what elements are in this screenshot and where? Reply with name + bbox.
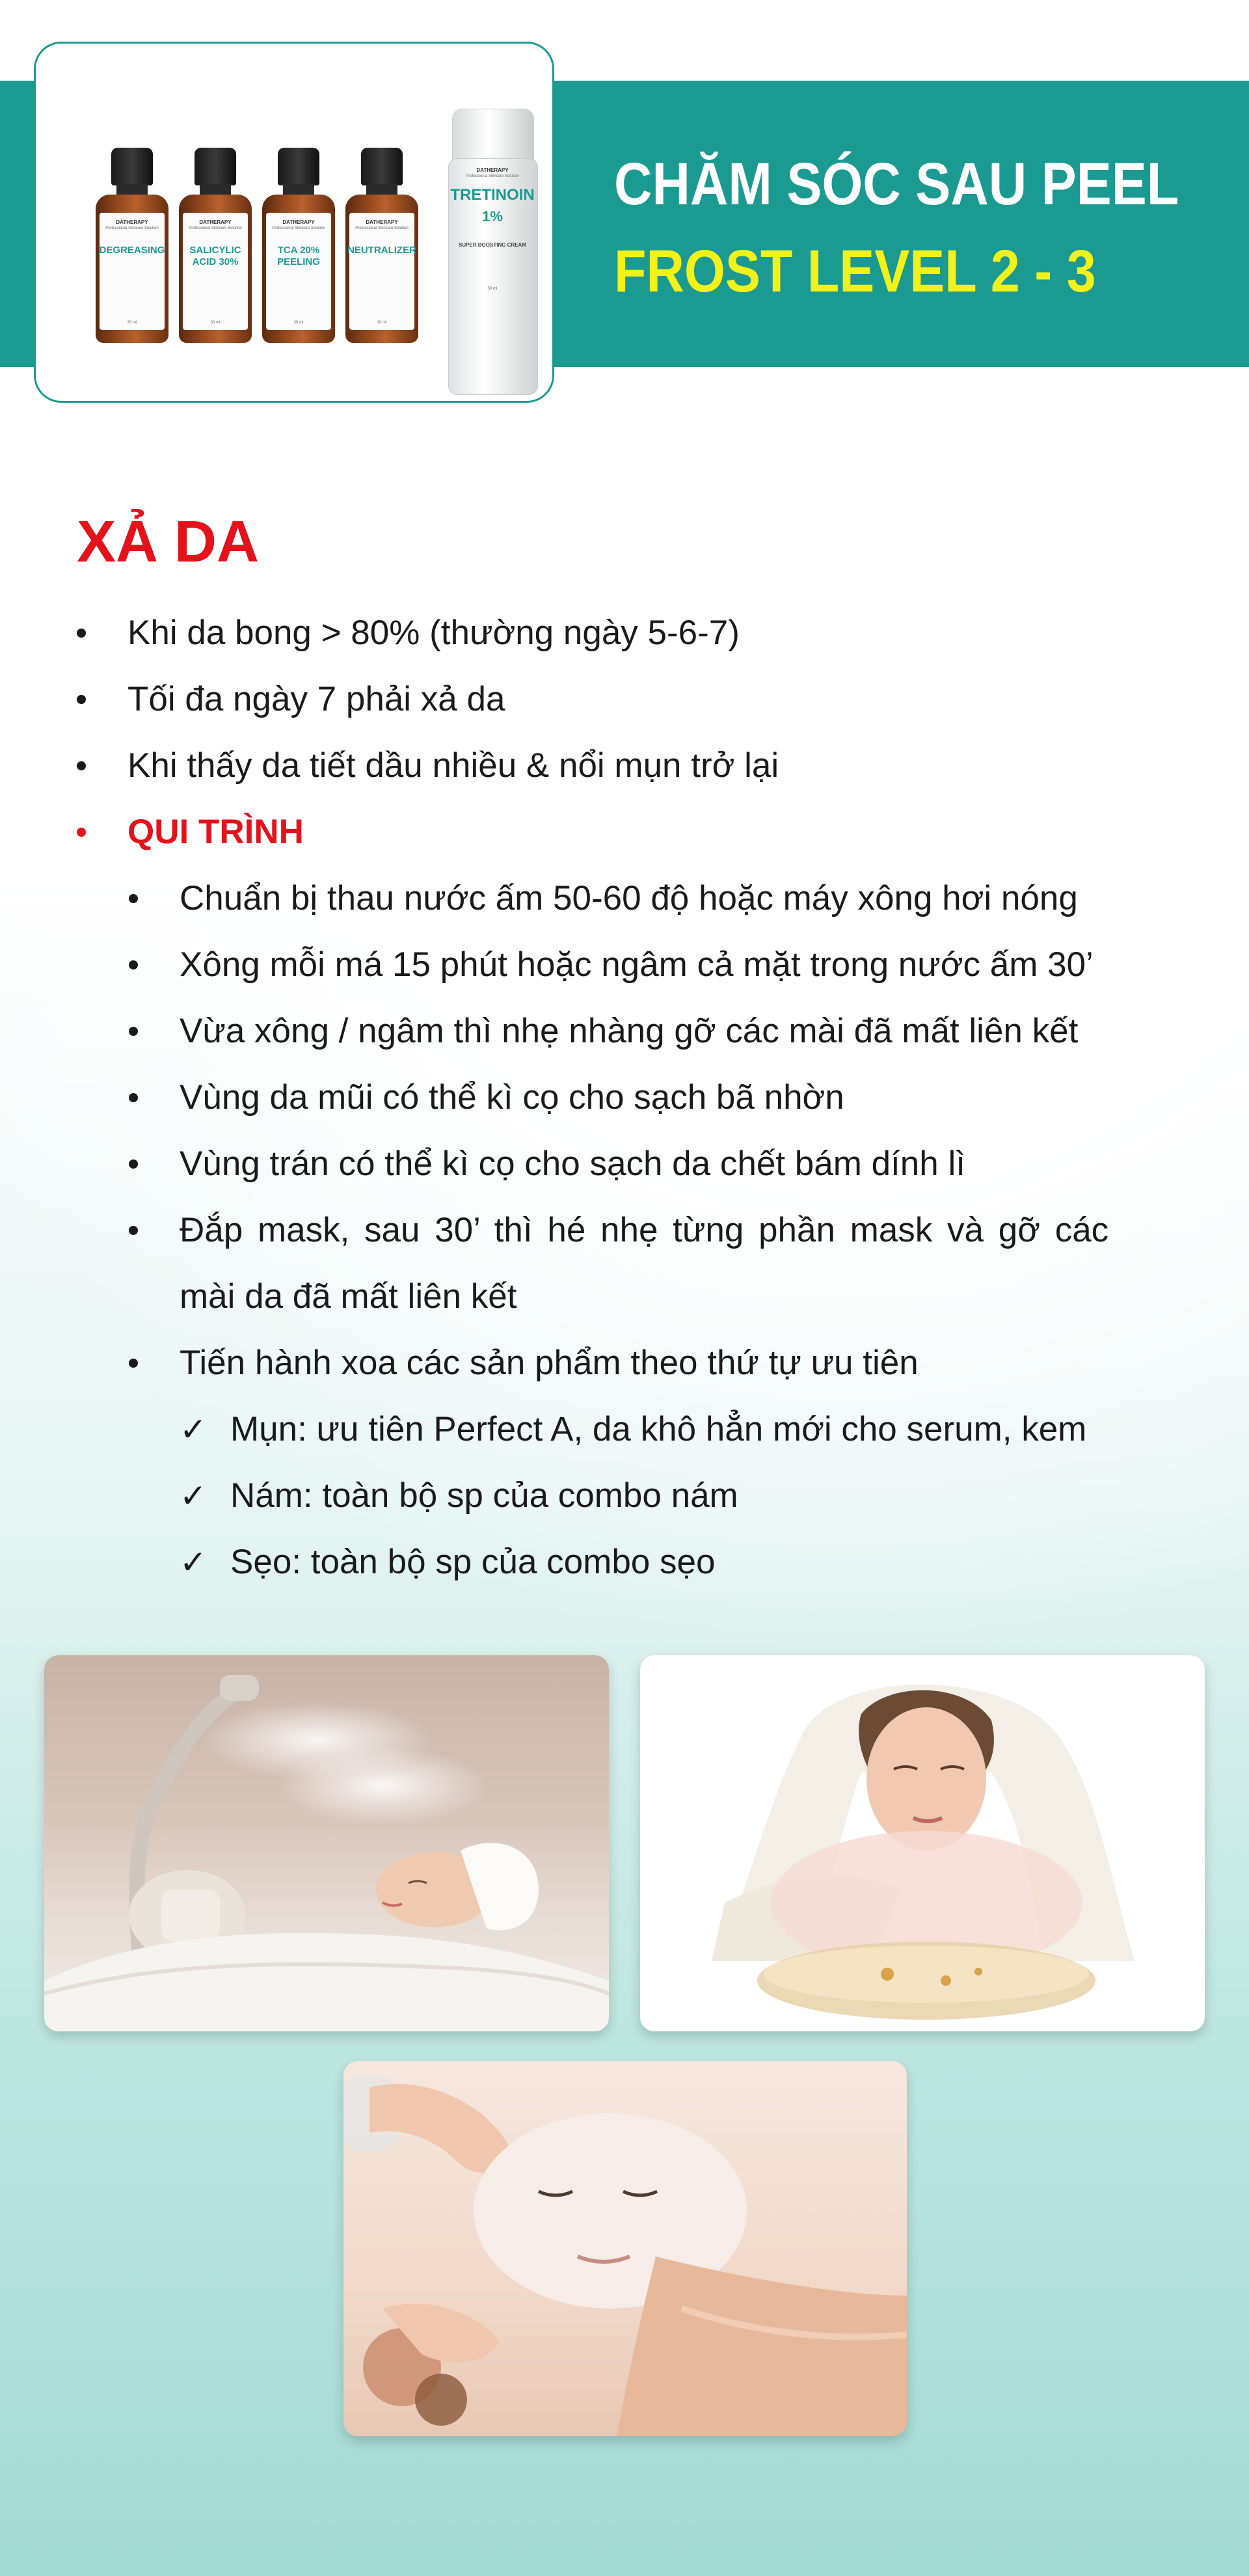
product-volume: 30 ml	[210, 321, 221, 325]
product-brand: DATHERAPY	[199, 219, 232, 225]
product-lineup-image	[34, 42, 554, 403]
photo-steamer-treatment	[44, 1655, 609, 2031]
procedure-step-continued: mài da đã mất liên kết	[180, 1277, 517, 1316]
procedure-step: Vùng da mũi có thể kì cọ cho sạch bã nhờn	[180, 1078, 844, 1117]
product-name: TRETINOIN	[450, 186, 535, 204]
product-brand: DATHERAPY	[366, 219, 398, 225]
bullet-dot	[77, 629, 86, 638]
product-name: DEGREASING	[99, 245, 165, 256]
product-subtitle: Professional Skincare Solution	[272, 226, 325, 230]
product-brand: DATHERAPY	[116, 219, 148, 225]
bullet-dot	[129, 1359, 138, 1368]
product-subtitle: Professional Skincare Solution	[355, 226, 409, 230]
product-pump-bottle	[448, 109, 537, 395]
bullet-dot	[77, 695, 86, 704]
product-name: SALICYLIC ACID 30%	[189, 245, 241, 267]
product-name: TCA 20% PEELING	[277, 245, 320, 267]
product-brand: DATHERAPY	[282, 219, 315, 225]
check-item: Mụn: ưu tiên Perfect A, da khô hẳn mới cho serum, kem	[230, 1410, 1087, 1448]
product-subtitle: Professional Skincare Solution	[105, 226, 159, 230]
product-percent: 1%	[482, 208, 503, 224]
page-subtitle: FROST LEVEL 2 - 3	[614, 238, 1096, 305]
bullet-dot	[129, 1159, 138, 1169]
bullet-dot	[129, 960, 138, 969]
product-line: SUPER BOOSTING CREAM	[458, 242, 526, 248]
product-subtitle: Professional Skincare Solution	[466, 174, 519, 178]
product-bottle	[345, 148, 418, 343]
list-item: Khi da bong > 80% (thường ngày 5-6-7)	[128, 614, 740, 652]
check-item: Sẹo: toàn bộ sp của combo sẹo	[230, 1543, 716, 1581]
list-item: Khi thấy da tiết dầu nhiều & nổi mụn trở lại	[128, 746, 779, 785]
procedure-step: Vùng trán có thể kì cọ cho sạch da chết bám dính lì	[180, 1145, 965, 1183]
bullet-dot	[129, 1027, 138, 1036]
page-title: CHĂM SÓC SAU PEEL	[614, 151, 1179, 217]
bullet-dot	[77, 828, 86, 837]
product-subtitle: Professional Skincare Solution	[189, 226, 242, 230]
product-volume: 30 ml	[377, 321, 387, 325]
procedure-step: Vừa xông / ngâm thì nhẹ nhàng gỡ các mài đã mất liên kết	[180, 1012, 1079, 1050]
bullet-dot	[129, 894, 138, 903]
checkmark-icon: ✓	[180, 1411, 207, 1448]
section-heading: XẢ DA	[77, 509, 260, 575]
product-volume: 50 ml	[487, 287, 498, 291]
procedure-step: Chuẩn bị thau nước ấm 50-60 độ hoặc máy xông hơi nóng	[180, 879, 1078, 917]
product-name: NEUTRALIZER	[347, 245, 416, 256]
product-bottle	[96, 148, 168, 343]
product-bottle	[262, 148, 335, 343]
bullet-dot	[129, 1226, 138, 1235]
list-item: Tối đa ngày 7 phải xả da	[128, 680, 505, 718]
bullet-dot	[129, 1093, 138, 1102]
product-bottle	[179, 148, 252, 343]
procedure-step: Đắp mask, sau 30’ thì hé nhẹ từng phần mask và gỡ các	[180, 1211, 1109, 1249]
procedure-label: QUI TRÌNH	[128, 813, 304, 851]
procedure-step: Tiến hành xoa các sản phẩm theo thứ tự ưu tiên	[180, 1344, 919, 1382]
product-brand: DATHERAPY	[476, 167, 509, 173]
check-item: Nám: toàn bộ sp của combo nám	[230, 1476, 738, 1515]
product-volume: 30 ml	[293, 321, 304, 325]
checkmark-icon: ✓	[180, 1544, 207, 1580]
procedure-step: Xông mỗi má 15 phút hoặc ngâm cả mặt trong nước ấm 30’	[180, 945, 1094, 984]
photo-steam-bowl	[640, 1655, 1205, 2031]
product-volume: 30 ml	[127, 321, 137, 325]
bullet-dot	[77, 761, 86, 770]
checkmark-icon: ✓	[180, 1478, 207, 1514]
photo-face-mask	[343, 2061, 907, 2436]
